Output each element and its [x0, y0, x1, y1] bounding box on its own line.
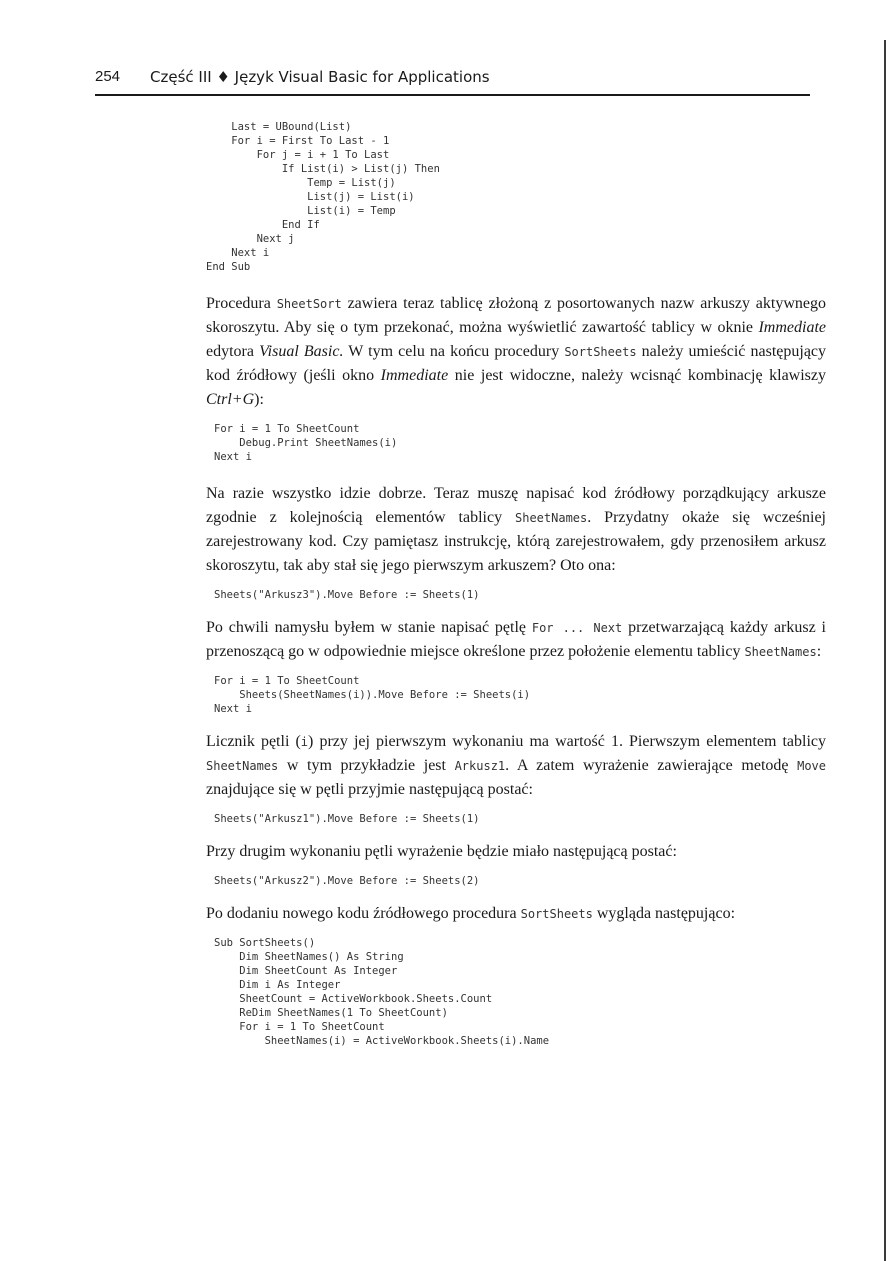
- code-term-sheetnames: SheetNames: [515, 511, 588, 525]
- paragraph-sheetsort-result: Procedura SheetSort zawiera teraz tablicę złożoną z posortowanych nazw arkuszy aktywnego skoroszytu. Aby się o tym przekonać, można wyświetlić zawartość tablicy w oknie Immediate edytora Visual Basic. W tym celu na końcu procedury SortSheets należy umieścić następujący kod źródłowy (jeśli okno Immediate nie jest widoczne, należy wcisnąć kombinację klawiszy Ctrl+G):: [206, 295, 827, 408]
- paragraph-second-iteration: Przy drugim wykonaniu pętli wyrażenie będzie miało następującą postać:: [206, 843, 677, 860]
- header-rule: [95, 94, 810, 96]
- page-number: 254: [95, 68, 121, 85]
- code-listing-move-loop: For i = 1 To SheetCount Sheets(SheetNames(i)).Move Before := Sheets(i) Next i: [214, 675, 531, 715]
- code-term-sheetsort: SheetSort: [276, 297, 342, 311]
- code-term-sheetnames: SheetNames: [744, 645, 817, 659]
- paragraph-ordering-sheets: Na razie wszystko idzie dobrze. Teraz muszę napisać kod źródłowy porządkujący arkusze zgodnie z kolejnością elementów tablicy SheetNames. Przydatny okaże się wcześniej zarejestrowany kod. Czy pamiętasz instrukcję, którą zarejestrowałem, gdy przenosiłem arkusz skoroszytu, tak aby stał się jego pierwszym arkuszem? Oto ona:: [206, 485, 826, 574]
- code-listing-sort-end: Last = UBound(List) For i = First To Last - 1 For j = i + 1 To Last If List(i) > List(j) Then Temp = List(j) List(j) = List(i) List(i) = Temp End If Next j Next i End Sub: [206, 121, 440, 273]
- page-header: [95, 68, 810, 94]
- paragraph-final-procedure: Po dodaniu nowego kodu źródłowego procedura SortSheets wygląda następująco:: [206, 905, 736, 922]
- code-term-for-next: For ... Next: [531, 621, 623, 635]
- paragraph-loop-counter: Licznik pętli (i) przy jej pierwszym wykonaniu ma wartość 1. Pierwszym elementem tablicy SheetNames w tym przykładzie jest Arkusz1. A zatem wyrażenie zawierające metodę Move znajdujące się w pętli przyjmie następującą postać:: [206, 733, 826, 798]
- code-term-move: Move: [797, 759, 826, 773]
- code-listing-move-arkusz3: Sheets("Arkusz3").Move Before := Sheets(1): [214, 589, 480, 601]
- code-listing-sortsheets: Sub SortSheets() Dim SheetNames() As String Dim SheetCount As Integer Dim i As Integer SheetCount = ActiveWorkbook.Sheets.Count ReDim SheetNames(1 To SheetCount) For i = 1 To SheetCount SheetNames(i) = ActiveWorkbook.Sheets(i).Name: [214, 937, 550, 1047]
- code-term-sortsheets: SortSheets: [520, 907, 593, 921]
- page-body: [206, 120, 826, 1048]
- term-immediate: Immediate: [758, 319, 826, 336]
- code-term-i: i: [300, 735, 309, 749]
- term-shortcut: Ctrl+G: [206, 391, 255, 408]
- code-term-sheetnames: SheetNames: [206, 759, 279, 773]
- running-head: Część III ♦ Język Visual Basic for Applications: [150, 68, 490, 86]
- term-visual-basic: Visual Basic.: [259, 343, 344, 360]
- code-listing-move-arkusz2: Sheets("Arkusz2").Move Before := Sheets(2): [214, 875, 480, 887]
- paragraph-for-next-loop: Po chwili namysłu byłem w stanie napisać pętlę For ... Next przetwarzającą każdy arkusz i przenoszącą go w odpowiednie miejsce określone przez położenie elementu tablicy SheetNames:: [206, 619, 826, 660]
- code-term-sortsheets: SortSheets: [564, 345, 637, 359]
- code-term-arkusz1: Arkusz1: [454, 759, 506, 773]
- term-immediate: Immediate: [380, 367, 449, 384]
- code-listing-move-arkusz1: Sheets("Arkusz1").Move Before := Sheets(1): [214, 813, 480, 825]
- code-listing-debug-print: For i = 1 To SheetCount Debug.Print SheetNames(i) Next i: [214, 423, 398, 463]
- page-edge-line: [884, 40, 886, 1261]
